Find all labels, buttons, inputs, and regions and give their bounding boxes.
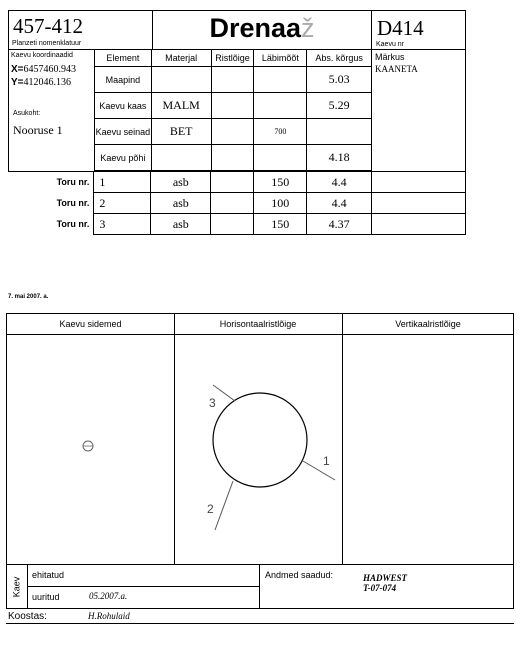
coord-x-label: X= bbox=[11, 64, 24, 75]
pipe-row bbox=[8, 172, 466, 193]
data-ref: T-07-074 bbox=[363, 583, 397, 593]
well-symbol-icon bbox=[80, 438, 96, 454]
footer-mid-divider bbox=[27, 586, 259, 587]
pipe-note bbox=[372, 172, 466, 193]
row-section bbox=[211, 145, 254, 171]
table-row bbox=[95, 119, 372, 145]
pipe-height: 4.4 bbox=[307, 193, 372, 214]
surveyed-label: uuritud bbox=[32, 592, 60, 602]
table-header-row bbox=[95, 50, 372, 67]
col-vertical-section: Vertikaalristlõige bbox=[395, 319, 461, 329]
well-circle bbox=[213, 393, 307, 487]
row-material bbox=[151, 145, 211, 171]
pipe-label-2: 2 bbox=[207, 502, 214, 516]
pipe-num: 1 bbox=[94, 172, 151, 193]
pipe-note bbox=[372, 193, 466, 214]
row-height: 5.03 bbox=[307, 67, 372, 93]
pipe-material: asb bbox=[151, 214, 211, 235]
footer-side-label: Kaev bbox=[11, 576, 22, 598]
pipe-height: 4.4 bbox=[307, 172, 372, 193]
row-height: 5.29 bbox=[307, 93, 372, 119]
author-value: H.Rohulaid bbox=[88, 611, 130, 621]
header-element: Element bbox=[95, 50, 152, 67]
row-diameter bbox=[254, 145, 307, 171]
pipe-section bbox=[211, 193, 254, 214]
row-section bbox=[211, 67, 254, 93]
row-height bbox=[307, 119, 372, 145]
author-label: Koostas: bbox=[8, 611, 47, 622]
pipe-label-1: 1 bbox=[323, 454, 330, 468]
pipe-diameter: 150 bbox=[254, 172, 307, 193]
pipe-section bbox=[211, 172, 254, 193]
table-row bbox=[95, 93, 372, 119]
row-material bbox=[151, 67, 211, 93]
header-material: Materjal bbox=[151, 50, 211, 67]
author-line bbox=[6, 623, 514, 624]
well-id: D414 bbox=[377, 16, 424, 40]
row-section bbox=[211, 119, 254, 145]
col-horizontal-section: Horisontaalristlõige bbox=[219, 319, 297, 329]
date-note: 7. mai 2007. a. bbox=[8, 294, 49, 300]
pipe-section bbox=[211, 214, 254, 235]
pipe-line-2 bbox=[215, 481, 233, 530]
header-diameter: Läbimõõt bbox=[254, 50, 307, 67]
location-label: Asukoht: bbox=[13, 110, 41, 117]
title-box bbox=[152, 10, 372, 50]
pipe-label: Toru nr. bbox=[56, 177, 90, 187]
sheet-label: Planzeti nomenklatuur bbox=[12, 40, 82, 47]
pipe-table bbox=[8, 171, 466, 235]
pipe-row bbox=[8, 214, 466, 235]
row-section bbox=[211, 93, 254, 119]
pipe-diameter: 100 bbox=[254, 193, 307, 214]
sheet-number-box bbox=[8, 10, 153, 50]
table-row bbox=[95, 145, 372, 171]
coord-y-value: 412046.136 bbox=[23, 77, 72, 88]
row-element: Kaevu põhi bbox=[95, 145, 152, 171]
coords-box bbox=[8, 49, 95, 172]
header-height: Abs. kõrgus bbox=[307, 50, 372, 67]
coord-x-value: 6457460.943 bbox=[23, 64, 77, 75]
coords-label: Kaevu koordinaadid bbox=[11, 52, 73, 59]
horizontal-section-sketch bbox=[175, 335, 340, 560]
row-element: Kaevu seinad bbox=[95, 119, 152, 145]
pipe-label: Toru nr. bbox=[56, 219, 90, 229]
row-material: MALM bbox=[151, 93, 211, 119]
notes-value: KAANETA bbox=[375, 64, 418, 74]
coord-x bbox=[11, 64, 76, 75]
element-table bbox=[94, 49, 372, 171]
data-source: HADWEST bbox=[363, 573, 408, 583]
pipe-material: asb bbox=[151, 172, 211, 193]
col-well-connections: Kaevu sidemed bbox=[59, 319, 122, 329]
row-diameter bbox=[254, 93, 307, 119]
notes-label: Märkus bbox=[375, 52, 405, 62]
row-element: Kaevu kaas bbox=[95, 93, 152, 119]
row-height: 4.18 bbox=[307, 145, 372, 171]
coord-y bbox=[11, 77, 71, 88]
header-section: Ristlõige bbox=[211, 50, 254, 67]
well-label: Kaevu nr bbox=[376, 41, 405, 48]
pipe-label-3: 3 bbox=[209, 396, 216, 410]
pipe-diameter: 150 bbox=[254, 214, 307, 235]
diagram-divider-2 bbox=[342, 314, 343, 564]
pipe-label: Toru nr. bbox=[56, 198, 90, 208]
built-label: ehitatud bbox=[32, 570, 65, 580]
footer-right-divider bbox=[259, 565, 260, 608]
row-diameter: 700 bbox=[254, 119, 307, 145]
row-material: BET bbox=[151, 119, 211, 145]
page-title bbox=[153, 13, 371, 44]
notes-box bbox=[371, 49, 466, 172]
footer-frame bbox=[6, 564, 514, 609]
pipe-row bbox=[8, 193, 466, 214]
pipe-height: 4.37 bbox=[307, 214, 372, 235]
pipe-line-1 bbox=[303, 461, 335, 480]
title-main: Drenaa bbox=[209, 13, 302, 43]
pipe-line-3 bbox=[213, 385, 235, 401]
well-id-box bbox=[371, 10, 466, 50]
row-element: Maapind bbox=[95, 67, 152, 93]
data-source-label: Andmed saadud: bbox=[265, 570, 334, 580]
pipe-material: asb bbox=[151, 193, 211, 214]
pipe-note bbox=[372, 214, 466, 235]
title-suffix: ž bbox=[301, 13, 315, 43]
coord-y-label: Y= bbox=[11, 77, 24, 88]
table-row bbox=[95, 67, 372, 93]
location-value: Nooruse 1 bbox=[13, 123, 63, 137]
surveyed-value: 05.2007.a. bbox=[89, 591, 128, 601]
row-diameter bbox=[254, 67, 307, 93]
sheet-number: 457-412 bbox=[13, 14, 83, 38]
pipe-num: 2 bbox=[94, 193, 151, 214]
pipe-num: 3 bbox=[94, 214, 151, 235]
